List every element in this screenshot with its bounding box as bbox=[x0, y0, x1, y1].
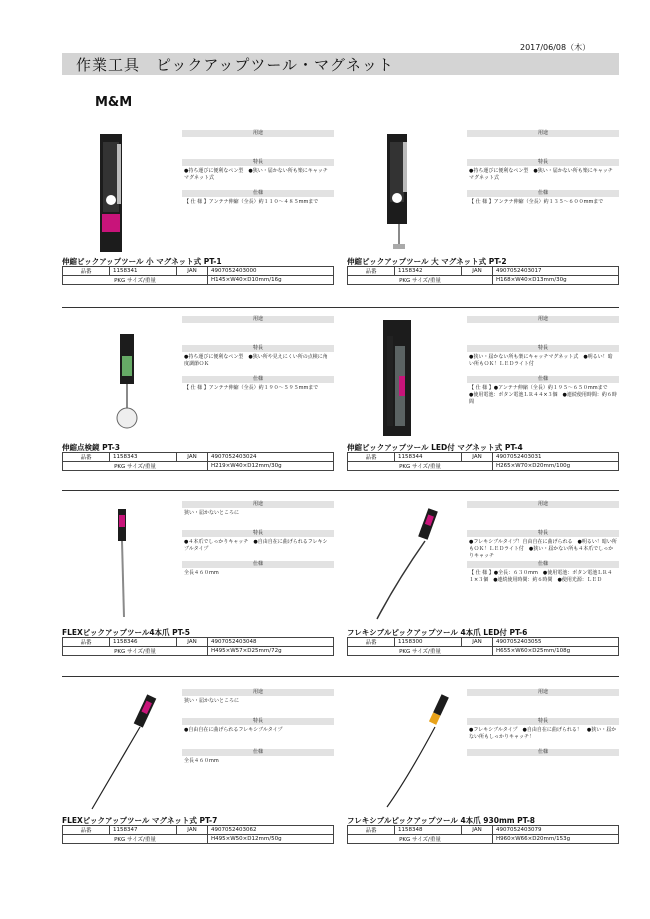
features-text: ●狭い・届かない所も楽にキャッチマグネット式 ●明るい！暗い所もＯＫ！ＬＥＤライト付 bbox=[469, 354, 613, 367]
product-card bbox=[347, 689, 619, 869]
product-image bbox=[347, 316, 465, 440]
usage-text: 狭い・届かないところに bbox=[184, 698, 240, 704]
product-name: 伸縮点検鏡 PT-3 bbox=[62, 443, 120, 452]
jan-label: JAN bbox=[462, 826, 493, 835]
product-info bbox=[182, 130, 334, 221]
code-value: 1158346 bbox=[110, 638, 177, 647]
code-value: 1158342 bbox=[395, 267, 462, 276]
pkg-value: H168×W40×D13mm/30g bbox=[493, 276, 619, 285]
usage-heading: 用途 bbox=[467, 130, 619, 137]
product-card bbox=[62, 130, 334, 310]
product-image bbox=[347, 689, 465, 813]
product-meta-table bbox=[62, 637, 334, 656]
pkg-value: H145×W40×D10mm/16g bbox=[208, 276, 334, 285]
specs-text bbox=[467, 756, 619, 780]
product-name: FLEXピックアップツール4本爪 PT-5 bbox=[62, 628, 191, 637]
code-label: 品番 bbox=[63, 267, 110, 276]
features-heading: 特長 bbox=[467, 345, 619, 352]
code-value: 1158344 bbox=[395, 453, 462, 462]
specs-text: 【 仕 様 】アンテナ伸縮（全長）約１１０～４８５mmまで bbox=[184, 199, 319, 205]
features-text: ●自由自在に曲げられるフレキシブルタイプ bbox=[184, 727, 283, 733]
jan-value: 4907052403024 bbox=[208, 453, 334, 462]
features-text: ●持ち運びに便利なペン型 ●狭い・届かない所も楽にキャッチマグネット式 bbox=[184, 168, 328, 181]
jan-label: JAN bbox=[177, 453, 208, 462]
specs-heading: 仕様 bbox=[182, 376, 334, 383]
pkg-value: H960×W66×D20mm/153g bbox=[493, 835, 619, 844]
product-name: 伸縮ピックアップツール 大 マグネット式 PT-2 bbox=[347, 257, 507, 266]
usage-heading: 用途 bbox=[182, 130, 334, 137]
product-image bbox=[347, 130, 465, 254]
page-title: 作業工具 ピックアップツール・マグネット bbox=[76, 56, 394, 74]
product-image bbox=[62, 501, 180, 625]
pkg-value: H655×W60×D25mm/108g bbox=[493, 647, 619, 656]
specs-heading: 仕様 bbox=[182, 749, 334, 756]
pkg-label: PKG サイズ/重量 bbox=[63, 647, 208, 656]
usage-text bbox=[467, 137, 619, 159]
product-meta-table bbox=[62, 266, 334, 285]
specs-heading: 仕様 bbox=[467, 749, 619, 756]
pkg-label: PKG サイズ/重量 bbox=[63, 835, 208, 844]
specs-text: 【 仕 様 】●全長：６３０mm ●使用電池：ボタン電池ＬＲ４１×３個 ●連続使用時間：約６時間 ●使用光源：ＬＥＤ bbox=[469, 570, 613, 583]
code-label: 品番 bbox=[348, 638, 395, 647]
code-label: 品番 bbox=[63, 826, 110, 835]
usage-text bbox=[467, 696, 619, 718]
product-card bbox=[62, 501, 334, 681]
product-meta-table bbox=[347, 637, 619, 656]
pkg-value: H495×W57×D25mm/72g bbox=[208, 647, 334, 656]
product-card bbox=[347, 316, 619, 496]
usage-heading: 用途 bbox=[467, 501, 619, 508]
product-meta-table bbox=[347, 266, 619, 285]
features-heading: 特長 bbox=[182, 345, 334, 352]
jan-value: 4907052403062 bbox=[208, 826, 334, 835]
specs-heading: 仕様 bbox=[467, 561, 619, 568]
usage-heading: 用途 bbox=[182, 316, 334, 323]
product-info bbox=[467, 130, 619, 221]
pkg-label: PKG サイズ/重量 bbox=[348, 462, 493, 471]
specs-text: 全長４６０mm bbox=[184, 570, 219, 576]
features-heading: 特長 bbox=[182, 159, 334, 166]
usage-text bbox=[467, 323, 619, 345]
code-label: 品番 bbox=[348, 826, 395, 835]
page-title-bar bbox=[62, 53, 619, 75]
product-name: 伸縮ピックアップツール LED付 マグネット式 PT-4 bbox=[347, 443, 523, 452]
features-heading: 特長 bbox=[182, 718, 334, 725]
product-card bbox=[62, 316, 334, 496]
code-label: 品番 bbox=[63, 638, 110, 647]
specs-text: 【 仕 様 】●アンテナ伸縮（全長）約１９５～６５０mmまで ●使用電池：ボタン電池ＬＲ４４×３個 ●連続使用時間：約６時間 bbox=[469, 385, 617, 405]
pkg-value: H219×W40×D12mm/30g bbox=[208, 462, 334, 471]
usage-text bbox=[182, 323, 334, 345]
jan-value: 4907052403048 bbox=[208, 638, 334, 647]
usage-heading: 用途 bbox=[182, 501, 334, 508]
product-name: FLEXピックアップツール マグネット式 PT-7 bbox=[62, 816, 218, 825]
jan-label: JAN bbox=[462, 638, 493, 647]
jan-label: JAN bbox=[177, 638, 208, 647]
features-heading: 特長 bbox=[182, 530, 334, 537]
usage-text: 狭い・届かないところに bbox=[184, 510, 240, 516]
code-label: 品番 bbox=[348, 267, 395, 276]
pkg-label: PKG サイズ/重量 bbox=[348, 647, 493, 656]
jan-value: 4907052403079 bbox=[493, 826, 619, 835]
page-date: 2017/06/08（木） bbox=[520, 43, 591, 52]
product-meta-table bbox=[62, 825, 334, 844]
code-label: 品番 bbox=[348, 453, 395, 462]
features-text: ●持ち運びに便利なペン型 ●狭い・届かない所も楽にキャッチマグネット式 bbox=[469, 168, 613, 181]
product-image bbox=[62, 689, 180, 813]
product-info bbox=[467, 316, 619, 407]
code-value: 1158341 bbox=[110, 267, 177, 276]
code-value: 1158300 bbox=[395, 638, 462, 647]
jan-label: JAN bbox=[177, 826, 208, 835]
specs-heading: 仕様 bbox=[182, 561, 334, 568]
jan-value: 4907052403031 bbox=[493, 453, 619, 462]
product-info bbox=[467, 501, 619, 592]
specs-text: 全長４６０mm bbox=[184, 758, 219, 764]
product-meta-table bbox=[347, 825, 619, 844]
specs-heading: 仕様 bbox=[182, 190, 334, 197]
product-image bbox=[62, 130, 180, 254]
specs-text: 【 仕 様 】アンテナ伸縮（全長）約１３５～６００mmまで bbox=[469, 199, 604, 205]
pkg-label: PKG サイズ/重量 bbox=[348, 276, 493, 285]
product-info bbox=[182, 689, 334, 780]
usage-heading: 用途 bbox=[182, 689, 334, 696]
code-value: 1158343 bbox=[110, 453, 177, 462]
usage-text bbox=[182, 137, 334, 159]
product-name: フレキシブルピックアップツール 4本爪 LED付 PT-6 bbox=[347, 628, 528, 637]
product-meta-table bbox=[347, 452, 619, 471]
features-text: ●持ち運びに便利なペン型 ●狭い所や見えにくい所の点検に角度調節ＯＫ bbox=[184, 354, 328, 367]
features-text: ●フレキシブルタイプ！自由自在に曲げられる ●明るい！暗い所もＯＫ！ＬＥＤライト付 ●狭い・届かない所も４本爪でしっかりキャッチ bbox=[469, 539, 617, 559]
product-info bbox=[182, 316, 334, 407]
jan-label: JAN bbox=[177, 267, 208, 276]
specs-heading: 仕様 bbox=[467, 190, 619, 197]
jan-label: JAN bbox=[462, 453, 493, 462]
pkg-label: PKG サイズ/重量 bbox=[63, 462, 208, 471]
code-value: 1158347 bbox=[110, 826, 177, 835]
features-heading: 特長 bbox=[467, 718, 619, 725]
pkg-label: PKG サイズ/重量 bbox=[63, 276, 208, 285]
features-heading: 特長 bbox=[467, 159, 619, 166]
jan-value: 4907052403000 bbox=[208, 267, 334, 276]
specs-text: 【 仕 様 】アンテナ伸縮（全長）約１９０～５９５mmまで bbox=[184, 385, 319, 391]
usage-text bbox=[467, 508, 619, 530]
jan-value: 4907052403055 bbox=[493, 638, 619, 647]
pkg-value: H265×W70×D20mm/100g bbox=[493, 462, 619, 471]
specs-heading: 仕様 bbox=[467, 376, 619, 383]
jan-value: 4907052403017 bbox=[493, 267, 619, 276]
product-name: 伸縮ピックアップツール 小 マグネット式 PT-1 bbox=[62, 257, 222, 266]
product-image bbox=[347, 501, 465, 625]
product-card bbox=[347, 501, 619, 681]
usage-heading: 用途 bbox=[467, 316, 619, 323]
pkg-label: PKG サイズ/重量 bbox=[348, 835, 493, 844]
product-card bbox=[347, 130, 619, 310]
product-info bbox=[182, 501, 334, 592]
product-info bbox=[467, 689, 619, 780]
product-card bbox=[62, 689, 334, 869]
product-name: フレキシブルピックアップツール 4本爪 930mm PT-8 bbox=[347, 816, 536, 825]
features-text: ●４本爪でしっかりキャッチ ●自由自在に曲げられるフレキシブルタイプ bbox=[184, 539, 328, 552]
features-heading: 特長 bbox=[467, 530, 619, 537]
features-text: ●フレキシブルタイプ ●自由自在に曲げられる！ ●狭い・届かない所もしっかりキャッチ！ bbox=[469, 727, 617, 740]
product-meta-table bbox=[62, 452, 334, 471]
jan-label: JAN bbox=[462, 267, 493, 276]
code-label: 品番 bbox=[63, 453, 110, 462]
product-image bbox=[62, 316, 180, 440]
brand-name: M&M bbox=[95, 95, 133, 110]
pkg-value: H495×W50×D12mm/50g bbox=[208, 835, 334, 844]
code-value: 1158348 bbox=[395, 826, 462, 835]
usage-heading: 用途 bbox=[467, 689, 619, 696]
